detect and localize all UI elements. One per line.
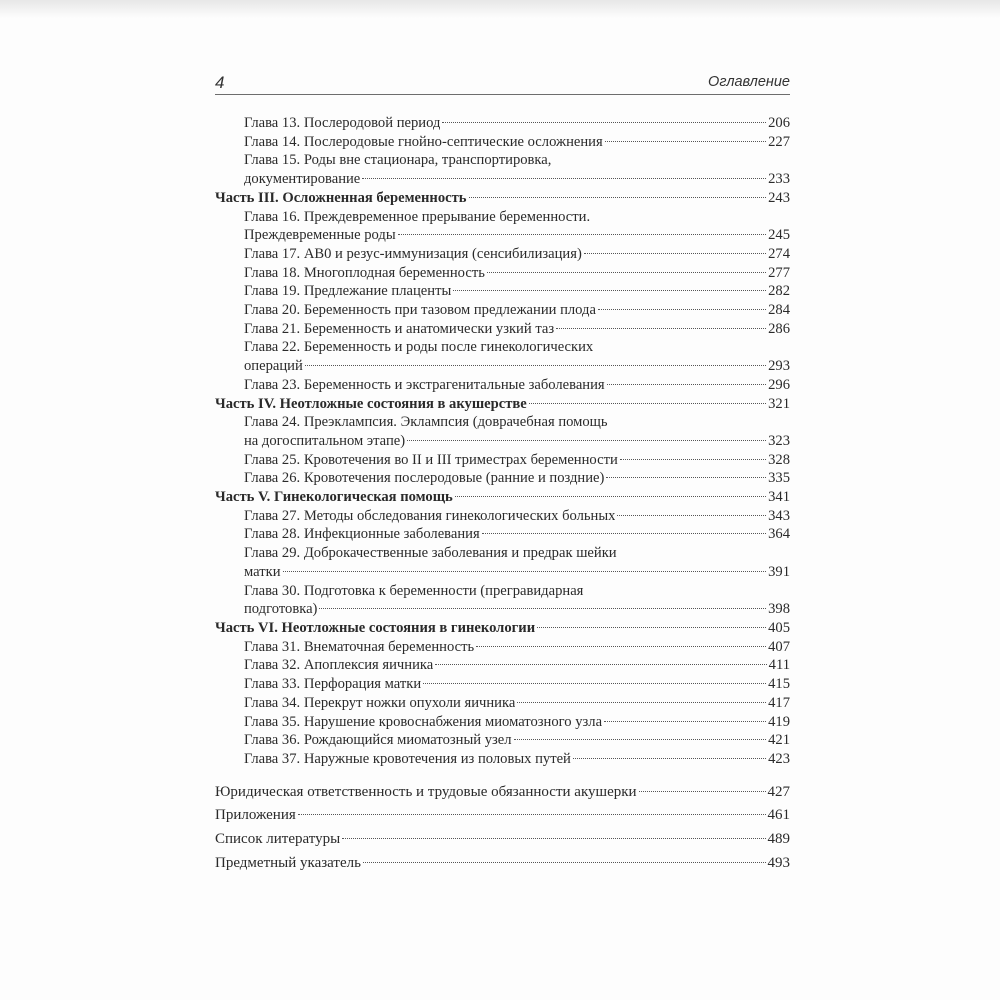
toc-entry xyxy=(215,694,790,713)
toc-page-number: 415 xyxy=(768,676,790,693)
dot-leader xyxy=(398,234,766,235)
toc-entry xyxy=(215,282,790,301)
toc-page-number: 391 xyxy=(768,563,790,580)
dot-leader xyxy=(529,403,766,404)
toc-entry-title: Предметный указатель xyxy=(215,854,361,871)
toc-entry-title: подготовка) xyxy=(244,601,318,618)
toc-entry xyxy=(215,301,790,320)
toc-entry-title: Глава 14. Послеродовые гнойно-септические осложнения xyxy=(244,133,603,150)
toc-page-number: 323 xyxy=(768,432,790,449)
toc-row xyxy=(215,563,790,582)
toc-entry-title: Юридическая ответственность и трудовые обязанности акушерки xyxy=(215,783,637,800)
section-title: Оглавление xyxy=(708,74,790,90)
toc-row xyxy=(215,245,790,264)
dot-leader xyxy=(606,477,766,478)
toc-entry-title-line: Глава 15. Роды вне стационара, транспортировка, xyxy=(244,152,552,169)
toc-page-number: 489 xyxy=(767,831,790,848)
toc-row xyxy=(215,656,790,675)
toc-page-number: 206 xyxy=(768,115,790,131)
toc-row xyxy=(215,264,790,283)
toc-page-number: 296 xyxy=(768,376,790,393)
toc-entry-title: Глава 36. Рождающийся миоматозный узел xyxy=(244,732,512,749)
toc-page-number: 398 xyxy=(768,601,790,618)
toc-row xyxy=(215,854,790,873)
toc-entry-title: Глава 32. Апоплексия яичника xyxy=(244,657,434,674)
dot-leader xyxy=(453,290,766,291)
dot-leader xyxy=(363,862,766,863)
toc-page-number: 286 xyxy=(768,320,790,337)
table-of-contents xyxy=(215,114,790,872)
toc-entry-title: матки xyxy=(244,563,281,580)
toc-entry-title: Глава 17. АВ0 и резус-иммунизация (сенсибилизация) xyxy=(244,245,582,262)
dot-leader xyxy=(435,664,766,665)
toc-entry xyxy=(215,151,790,188)
toc-row xyxy=(215,226,790,245)
toc-entry xyxy=(215,114,790,133)
toc-page-number: 493 xyxy=(767,854,790,871)
toc-page-number: 243 xyxy=(768,189,790,206)
dot-leader xyxy=(283,571,767,572)
toc-entry-title: Глава 13. Послеродовой период xyxy=(244,115,441,131)
dot-leader xyxy=(362,178,766,179)
toc-entry xyxy=(215,189,790,208)
toc-page-number: 341 xyxy=(768,489,790,506)
toc-entry xyxy=(215,338,790,375)
toc-row xyxy=(215,675,790,694)
dot-leader xyxy=(537,627,766,628)
toc-page-number: 364 xyxy=(768,526,790,543)
dot-leader xyxy=(442,122,766,123)
toc-entry xyxy=(215,413,790,450)
toc-part-row xyxy=(215,189,790,208)
toc-entry-title: Глава 31. Внематочная беременность xyxy=(244,638,475,655)
toc-entry-title-line: Глава 30. Подготовка к беременности (прегравидарная xyxy=(244,582,584,599)
dot-leader xyxy=(517,702,766,703)
toc-entry-title: Преждевременные роды xyxy=(244,227,396,244)
dot-leader xyxy=(514,739,767,740)
toc-page-number: 227 xyxy=(768,133,790,150)
dot-leader xyxy=(604,721,766,722)
toc-entry-title: Глава 37. Наружные кровотечения из половых путей xyxy=(244,750,571,767)
toc-entry xyxy=(215,488,790,507)
toc-page-number: 321 xyxy=(768,395,790,412)
toc-part-row xyxy=(215,488,790,507)
toc-entry-title: Список литературы xyxy=(215,831,341,848)
toc-entry-title: Глава 26. Кровотечения послеродовые (ранние и поздние) xyxy=(244,470,605,487)
toc-entry-title: Часть VI. Неотложные состояния в гинекологии xyxy=(215,619,536,636)
toc-entry xyxy=(215,376,790,395)
dot-leader xyxy=(455,496,766,497)
dot-leader xyxy=(482,533,766,534)
toc-entry xyxy=(215,638,790,657)
toc-row xyxy=(215,525,790,544)
toc-entry-title: Глава 20. Беременность при тазовом предлежании плода xyxy=(244,302,596,319)
toc-entry-title: Глава 27. Методы обследования гинекологических больных xyxy=(244,507,616,524)
toc-entry-title: на догоспитальном этапе) xyxy=(244,432,406,449)
toc-entry-title: документирование xyxy=(244,171,361,188)
toc-row xyxy=(215,713,790,732)
toc-entry-title: Глава 18. Многоплодная беременность xyxy=(244,264,485,281)
toc-entry xyxy=(215,830,790,849)
toc-part-row xyxy=(215,619,790,638)
toc-row xyxy=(215,806,790,825)
toc-entry xyxy=(215,713,790,732)
toc-page-number: 274 xyxy=(768,245,790,262)
toc-entry xyxy=(215,806,790,825)
dot-leader xyxy=(605,141,766,142)
toc-entry-title: Часть IV. Неотложные состояния в акушерстве xyxy=(215,395,527,412)
toc-page-number: 293 xyxy=(768,358,790,375)
toc-entry xyxy=(215,783,790,802)
dot-leader xyxy=(319,608,766,609)
toc-row xyxy=(215,830,790,849)
dot-leader xyxy=(573,758,766,759)
toc-entry-title-line: Глава 24. Преэклампсия. Эклампсия (доврачебная помощь xyxy=(244,414,608,431)
toc-page-number: 328 xyxy=(768,451,790,468)
toc-page-number: 419 xyxy=(768,713,790,730)
toc-entry-title: Глава 33. Перфорация матки xyxy=(244,676,422,693)
toc-row xyxy=(215,694,790,713)
dot-leader xyxy=(607,384,766,385)
toc-page-number: 417 xyxy=(768,694,790,711)
toc-page-number: 284 xyxy=(768,302,790,319)
toc-part-row xyxy=(215,395,790,414)
toc-page-number: 427 xyxy=(767,783,790,800)
toc-row xyxy=(215,301,790,320)
toc-row xyxy=(215,783,790,802)
dot-leader xyxy=(617,515,766,516)
toc-row xyxy=(215,133,790,152)
toc-row xyxy=(215,469,790,488)
toc-page-number: 233 xyxy=(768,171,790,188)
toc-entry xyxy=(215,264,790,283)
toc-entry-title: операций xyxy=(244,358,303,375)
toc-row xyxy=(215,376,790,395)
toc-entry-title: Часть V. Гинекологическая помощь xyxy=(215,489,453,506)
toc-row xyxy=(215,600,790,619)
toc-page-number: 461 xyxy=(767,807,790,824)
toc-row xyxy=(215,114,790,133)
toc-entry-title: Глава 23. Беременность и экстрагенитальные заболевания xyxy=(244,376,605,393)
toc-row xyxy=(215,731,790,750)
toc-entry-title: Глава 35. Нарушение кровоснабжения миоматозного узла xyxy=(244,713,603,730)
dot-leader xyxy=(469,197,767,198)
toc-row xyxy=(215,320,790,339)
dot-leader xyxy=(305,365,766,366)
toc-entry-title: Приложения xyxy=(215,807,296,824)
toc-entry xyxy=(215,525,790,544)
toc-page-number: 423 xyxy=(768,750,790,767)
toc-entry-title: Глава 19. Предлежание плаценты xyxy=(244,283,452,300)
toc-page-number: 411 xyxy=(768,657,790,674)
scan-shadow xyxy=(0,0,1000,18)
toc-page-number: 343 xyxy=(768,507,790,524)
toc-entry-title: Глава 21. Беременность и анатомически узкий таз xyxy=(244,320,555,337)
dot-leader xyxy=(423,683,766,684)
toc-page-number: 282 xyxy=(768,283,790,300)
toc-entry-title-line: Глава 29. Доброкачественные заболевания и предрак шейки xyxy=(244,545,617,562)
header-rule xyxy=(215,94,790,95)
toc-row xyxy=(215,451,790,470)
toc-entry xyxy=(215,619,790,638)
toc-row xyxy=(215,170,790,189)
toc-entry xyxy=(215,451,790,470)
toc-entry-title-line: Глава 22. Беременность и роды после гинекологических xyxy=(244,339,594,356)
toc-entry xyxy=(215,656,790,675)
toc-entry xyxy=(215,245,790,264)
toc-entry xyxy=(215,208,790,245)
toc-entry-title: Глава 25. Кровотечения во II и III триместрах беременности xyxy=(244,451,618,468)
dot-leader xyxy=(476,646,766,647)
toc-row xyxy=(215,357,790,376)
toc-row xyxy=(215,638,790,657)
dot-leader xyxy=(620,459,766,460)
toc-row xyxy=(215,507,790,526)
toc-entry xyxy=(215,544,790,581)
toc-entry xyxy=(215,731,790,750)
toc-entry-title: Часть III. Осложненная беременность xyxy=(215,189,467,206)
toc-entry xyxy=(215,675,790,694)
dot-leader xyxy=(556,328,766,329)
toc-entry-title: Глава 34. Перекрут ножки опухоли яичника xyxy=(244,694,516,711)
dot-leader xyxy=(342,838,765,839)
toc-entry xyxy=(215,320,790,339)
toc-page-number: 407 xyxy=(768,638,790,655)
toc-entry xyxy=(215,469,790,488)
toc-row xyxy=(215,432,790,451)
toc-entry xyxy=(215,507,790,526)
dot-leader xyxy=(407,440,766,441)
toc-entry xyxy=(215,854,790,873)
dot-leader xyxy=(487,272,766,273)
dot-leader xyxy=(298,814,766,815)
dot-leader xyxy=(584,253,766,254)
toc-page-number: 405 xyxy=(768,619,790,636)
toc-entry-title-line: Глава 16. Преждевременное прерывание беременности. xyxy=(244,208,591,225)
toc-page-number: 277 xyxy=(768,264,790,281)
toc-row xyxy=(215,282,790,301)
toc-row xyxy=(215,750,790,769)
toc-entry xyxy=(215,750,790,769)
toc-entry-title: Глава 28. Инфекционные заболевания xyxy=(244,526,480,543)
toc-page-number: 421 xyxy=(768,732,790,749)
toc-entry xyxy=(215,582,790,619)
running-head xyxy=(215,71,790,93)
dot-leader xyxy=(639,791,766,792)
dot-leader xyxy=(598,309,766,310)
toc-page-number: 245 xyxy=(768,227,790,244)
toc-entry xyxy=(215,133,790,152)
page-number: 4 xyxy=(215,73,225,92)
toc-page-number: 335 xyxy=(768,470,790,487)
toc-entry xyxy=(215,395,790,414)
